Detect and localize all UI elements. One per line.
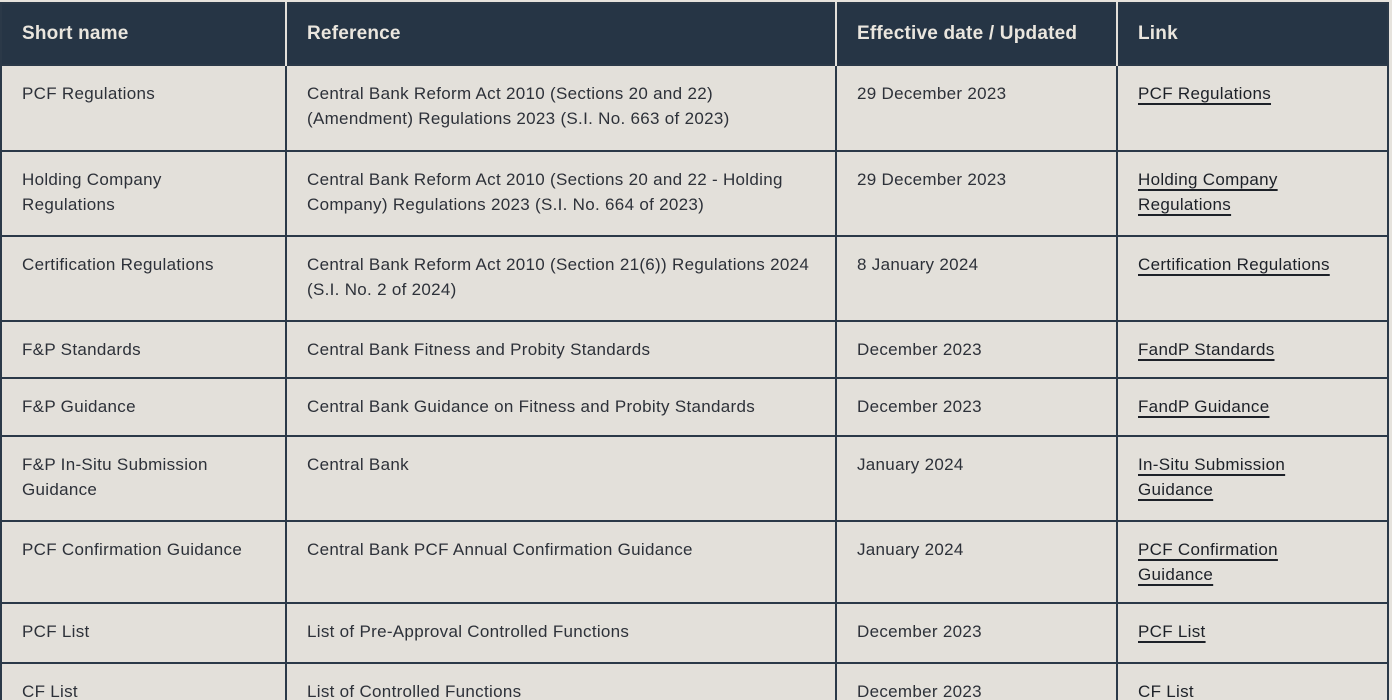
cell-effective-date: January 2024 — [836, 436, 1117, 521]
cell-reference: Central Bank Reform Act 2010 (Sections 20 and 22) (Amendment) Regulations 2023 (S.I. No. 663 of 2023) — [286, 65, 836, 151]
table-row — [1, 65, 1388, 151]
cell-reference: Central Bank Fitness and Probity Standards — [286, 321, 836, 378]
cell-effective-date: December 2023 — [836, 321, 1117, 378]
cell-effective-date: 29 December 2023 — [836, 151, 1117, 236]
cell-short-name: CF List — [1, 663, 286, 700]
column-header-effective-date: Effective date / Updated — [836, 3, 1117, 65]
cell-effective-date: December 2023 — [836, 378, 1117, 436]
document-link[interactable]: Holding Company Regulations — [1138, 170, 1278, 214]
cell-effective-date: December 2023 — [836, 663, 1117, 700]
column-header-reference: Reference — [286, 3, 836, 65]
cell-link — [1117, 663, 1388, 700]
cell-link — [1117, 321, 1388, 378]
cell-reference: Central Bank Guidance on Fitness and Probity Standards — [286, 378, 836, 436]
table-body — [1, 65, 1388, 700]
cell-short-name: Holding Company Regulations — [1, 151, 286, 236]
cell-effective-date: January 2024 — [836, 521, 1117, 603]
document-link[interactable]: PCF Confirmation Guidance — [1138, 540, 1278, 584]
table-row — [1, 378, 1388, 436]
cell-short-name: PCF Regulations — [1, 65, 286, 151]
cell-link — [1117, 521, 1388, 603]
cell-short-name: F&P In-Situ Submission Guidance — [1, 436, 286, 521]
document-link[interactable]: Certification Regulations — [1138, 255, 1330, 274]
cell-link — [1117, 378, 1388, 436]
table-row — [1, 236, 1388, 321]
document-link[interactable]: PCF List — [1138, 622, 1206, 641]
column-header-link: Link — [1117, 3, 1388, 65]
cell-reference: Central Bank Reform Act 2010 (Section 21(6)) Regulations 2024 (S.I. No. 2 of 2024) — [286, 236, 836, 321]
cell-link — [1117, 151, 1388, 236]
document-link[interactable]: FandP Standards — [1138, 340, 1275, 359]
cell-reference: Central Bank PCF Annual Confirmation Guidance — [286, 521, 836, 603]
cell-short-name: PCF List — [1, 603, 286, 663]
table-row — [1, 603, 1388, 663]
document-link[interactable]: PCF Regulations — [1138, 84, 1272, 103]
cell-reference: Central Bank — [286, 436, 836, 521]
cell-short-name: F&P Standards — [1, 321, 286, 378]
cell-effective-date: 8 January 2024 — [836, 236, 1117, 321]
document-link[interactable]: FandP Guidance — [1138, 397, 1270, 416]
document-link[interactable]: In-Situ Submission Guidance — [1138, 455, 1286, 499]
cell-link — [1117, 65, 1388, 151]
cell-link — [1117, 236, 1388, 321]
table-row — [1, 151, 1388, 236]
cell-effective-date: 29 December 2023 — [836, 65, 1117, 151]
cell-reference: Central Bank Reform Act 2010 (Sections 20 and 22 - Holding Company) Regulations 2023 (S.I. No. 664 of 2023) — [286, 151, 836, 236]
column-header-short-name: Short name — [1, 3, 286, 65]
table-row — [1, 321, 1388, 378]
cell-link — [1117, 436, 1388, 521]
cell-short-name: PCF Confirmation Guidance — [1, 521, 286, 603]
table-header — [1, 3, 1388, 65]
cell-link — [1117, 603, 1388, 663]
cell-short-name: F&P Guidance — [1, 378, 286, 436]
table-row — [1, 663, 1388, 700]
document-link[interactable]: CF List — [1138, 682, 1194, 700]
regulations-table — [0, 2, 1389, 700]
table-row — [1, 436, 1388, 521]
table-row — [1, 521, 1388, 603]
cell-reference: List of Pre-Approval Controlled Functions — [286, 603, 836, 663]
cell-reference: List of Controlled Functions — [286, 663, 836, 700]
cell-short-name: Certification Regulations — [1, 236, 286, 321]
cell-effective-date: December 2023 — [836, 603, 1117, 663]
header-row — [1, 3, 1388, 65]
